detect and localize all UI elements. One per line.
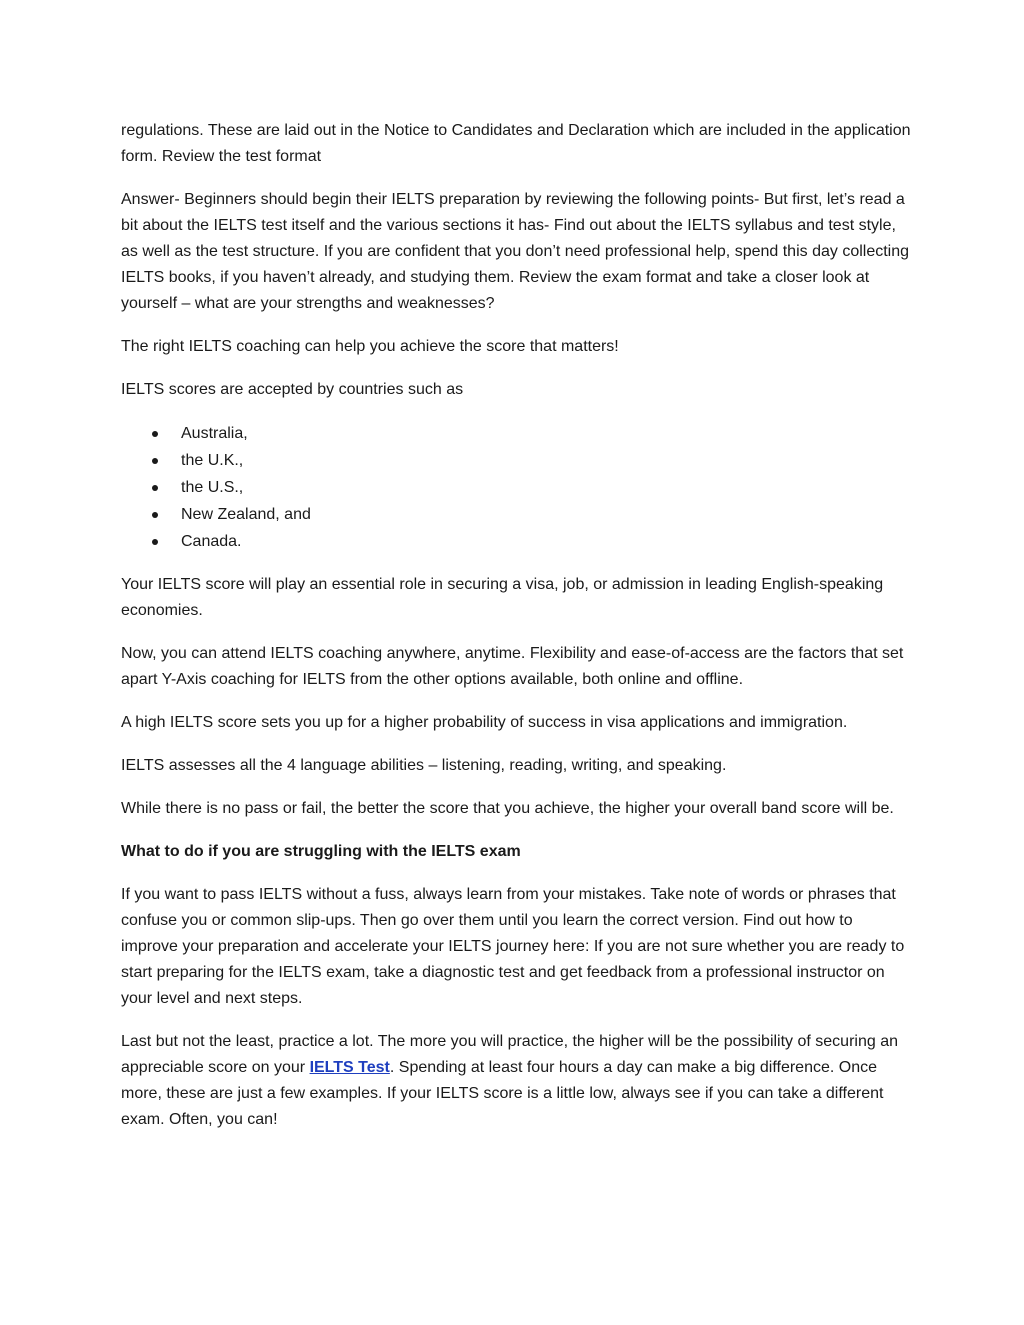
document-page — [121, 118, 911, 1150]
ielts-test-link[interactable]: IELTS Test — [309, 1059, 390, 1076]
bullet-icon — [152, 458, 158, 464]
list-item-label: the U.K., — [181, 452, 244, 469]
list-item-label: Canada. — [181, 533, 242, 550]
list-item-label: the U.S., — [181, 479, 244, 496]
paragraph-flexibility: Now, you can attend IELTS coaching anywhere, anytime. Flexibility and ease-of-access are the factors that set apart Y-Axis coaching for IELTS from the other options available, both online and offline. — [121, 645, 904, 688]
countries-list — [121, 420, 911, 555]
list-item — [121, 528, 911, 555]
paragraph-practice-start: Last but not the least, practice a lot. The more you will practice, the higher will be the possibility of securing an appreciable score on your — [121, 1033, 898, 1076]
paragraph-regulations: regulations. These are laid out in the Notice to Candidates and Declaration which are included in the application form. Review the test format — [121, 122, 911, 165]
list-item-label: Australia, — [181, 425, 248, 442]
list-item — [121, 474, 911, 501]
paragraph-answer: Answer- Beginners should begin their IELTS preparation by reviewing the following points- But first, let’s read a bit about the IELTS test itself and the various sections it has- Find out about the IELTS syllabus and test style, as well as the test structure. If you are confident that you don’t need professional help, spend this day collecting IELTS books, if you haven’t already, and studying them. Review the exam format and take a closer look at yourself – what are your strengths and weaknesses? — [121, 191, 910, 312]
bullet-icon — [152, 485, 158, 491]
paragraph-coaching-score: The right IELTS coaching can help you achieve the score that matters! — [121, 338, 619, 355]
bullet-icon — [152, 431, 158, 437]
list-item — [121, 420, 911, 447]
bullet-icon — [152, 539, 158, 545]
paragraph-visa-role: Your IELTS score will play an essential role in securing a visa, job, or admission in leading English-speaking economies. — [121, 576, 884, 619]
paragraph-band-score: While there is no pass or fail, the better the score that you achieve, the higher your overall band score will be. — [121, 800, 894, 817]
paragraph-practice-end: . Spending at least four hours a day can make a big difference. Once more, these are just a few examples. If your IELTS score is a little low, always see if you can take a different exam. Often, you can! — [121, 1059, 884, 1128]
list-item — [121, 501, 911, 528]
section-heading: What to do if you are struggling with the IELTS exam — [121, 843, 521, 860]
paragraph-mistakes: If you want to pass IELTS without a fuss, always learn from your mistakes. Take note of words or phrases that confuse you or common slip-ups. Then go over them until you learn the correct version. Find out how to improve your preparation and accelerate your IELTS journey here: If you are not sure whether you are ready to start preparing for the IELTS exam, take a diagnostic test and get feedback from a professional instructor on your level and next steps. — [121, 886, 905, 1007]
paragraph-accepted-countries: IELTS scores are accepted by countries such as — [121, 381, 464, 398]
paragraph-language-abilities: IELTS assesses all the 4 language abilities – listening, reading, writing, and speaking. — [121, 757, 727, 774]
paragraph-high-score: A high IELTS score sets you up for a higher probability of success in visa applications and immigration. — [121, 714, 848, 731]
list-item-label: New Zealand, and — [181, 506, 311, 523]
bullet-icon — [152, 512, 158, 518]
list-item — [121, 447, 911, 474]
paragraph-practice — [121, 1029, 911, 1133]
